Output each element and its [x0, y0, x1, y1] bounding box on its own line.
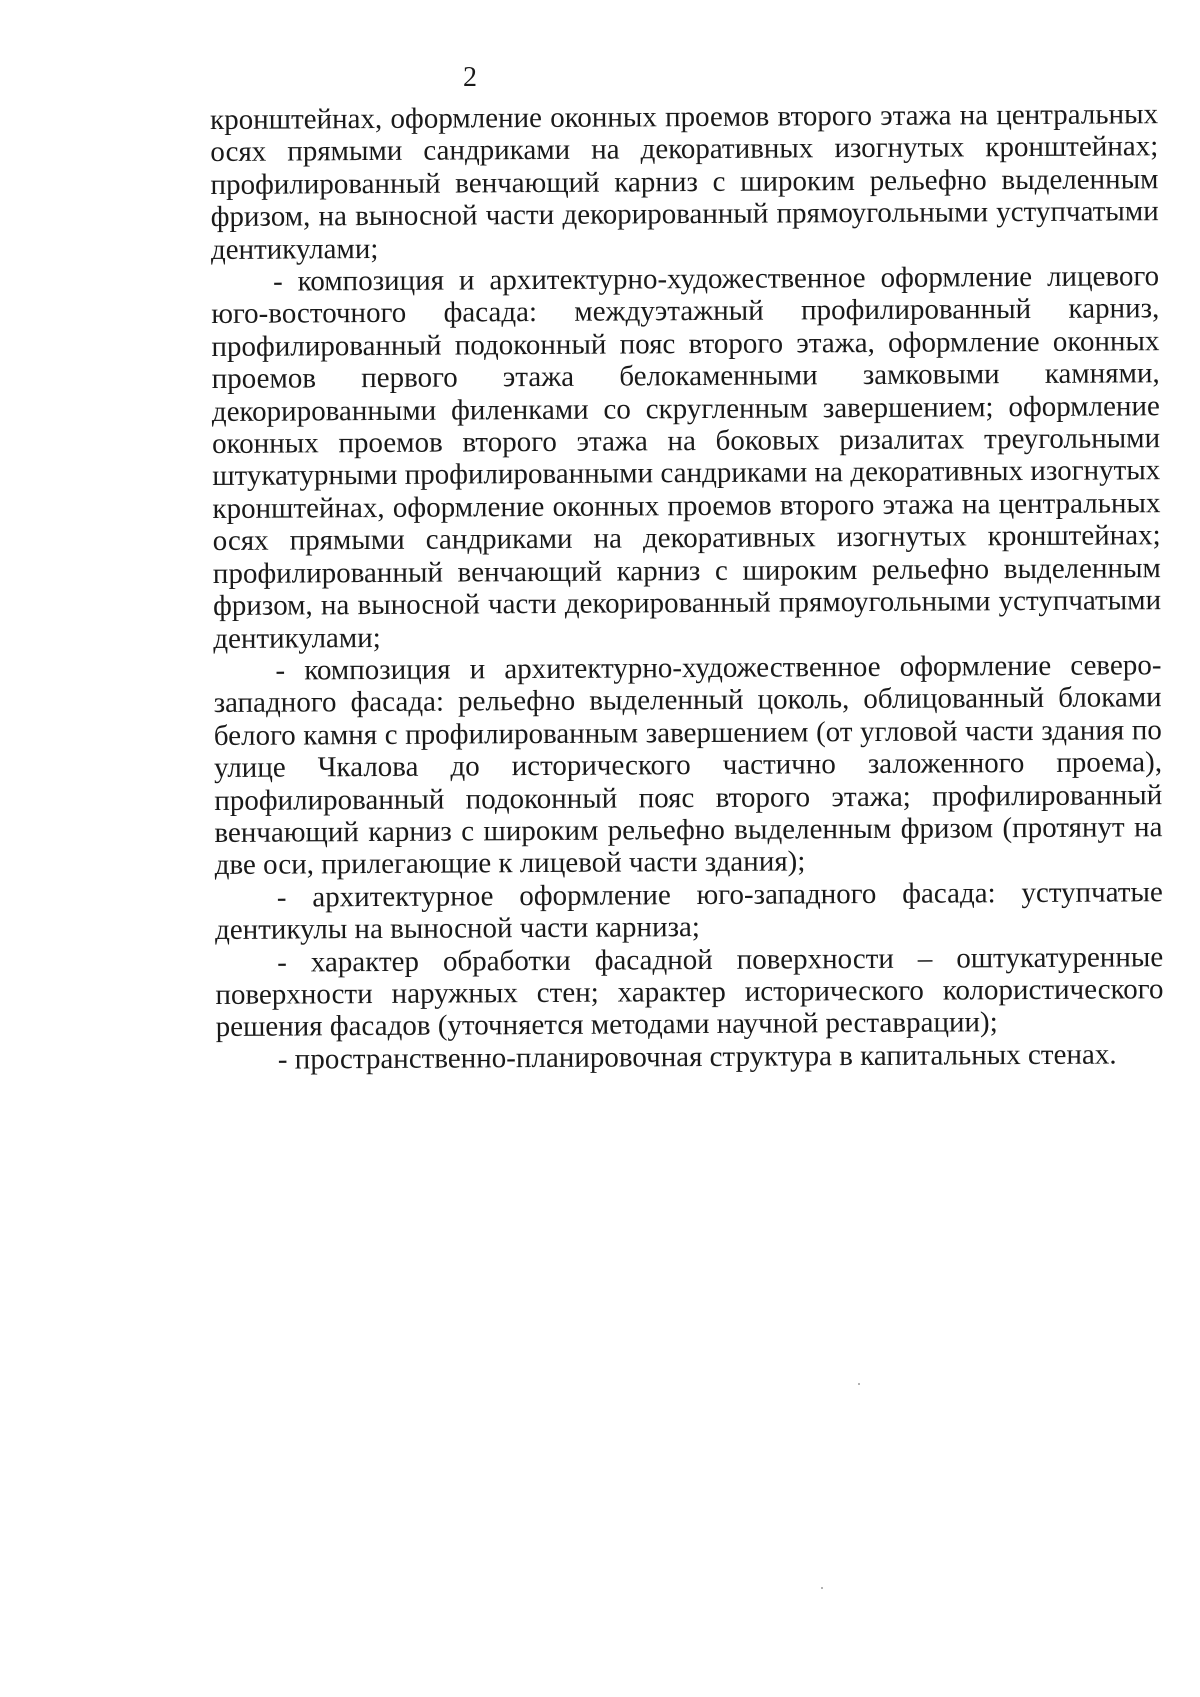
paragraph-northwest-facade: - композиция и архитектурно-художественное оформление северо-западного фасада: рельефно выделенный цоколь, облицованный блоками белого камня с профилированным завершением (от угловой части здания по улице Чкалова до исторического частично заложенного проема), профилированный подоконный пояс второго этажа; профилированный венчающий карниз с широким рельефно выделенным фризом (протянут на две оси, прилегающие к лицевой части здания); — [213, 649, 1163, 882]
paragraph-surface-treatment: - характер обработки фасадной поверхности – оштукатуренные поверхности наружных стен; характер исторического колористического решения фасадов (уточняется методами научной реставрации); — [215, 940, 1164, 1044]
scan-speck — [821, 1587, 823, 1589]
paragraph-planning-structure: - пространственно-планировочная структура в капитальных стенах. — [277, 1038, 1117, 1076]
scan-speck — [858, 1383, 860, 1385]
paragraph-southeast-facade: - композиция и архитектурно-художественное оформление лицевого юго-восточного фасада: междуэтажный профилированный карниз, профилированный подоконный пояс второго этажа, оформление оконных проемов первого этажа белокаменными замковыми камнями, декорированными филенками со скругленным завершением; оформление оконных проемов второго этажа на боковых ризалитах треугольными штукатурными профилированными сандриками на декоративных изогнутых кронштейнах, оформление оконных проемов второго этажа на центральных осях прямыми сандриками на декоративных изогнутых кронштейнах; профилированный венчающий карниз с широким рельефно выделенным фризом, на выносной части декорированный прямоугольными уступчатыми дентикулами; — [211, 260, 1162, 655]
paragraph-southwest-facade: - архитектурное оформление юго-западного фасада: уступчатые дентикулы на выносной части карниза; — [214, 875, 1163, 947]
page-number-text: 2 — [463, 62, 477, 93]
paragraph-continuation: кронштейнах, оформление оконных проемов второго этажа на центральных осях прямыми сандриками на декоративных изогнутых кронштейнах; профилированный венчающий карниз с широким рельефно выделенным фризом, на выносной части декорированный прямоугольными уступчатыми дентикулами; — [210, 98, 1159, 266]
document-body — [210, 98, 1164, 1076]
page-number — [0, 64, 1200, 92]
